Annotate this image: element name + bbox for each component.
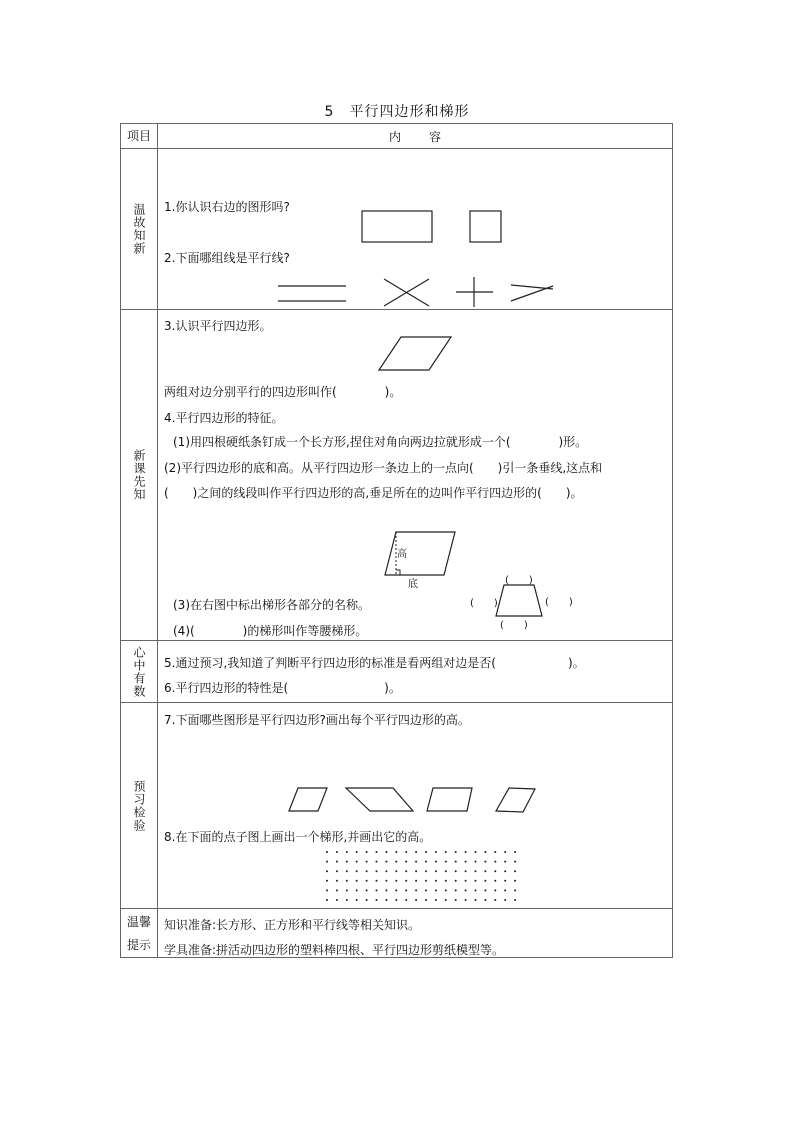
grid-dot: [475, 899, 477, 901]
shape-parallelogram-1: [289, 788, 327, 811]
trapezoid-right-blank: ( ): [545, 597, 573, 608]
grid-dot: [326, 870, 328, 872]
grid-dot: [326, 851, 328, 853]
grid-dot: [475, 889, 477, 891]
grid-dot: [385, 899, 387, 901]
grid-dot: [376, 861, 378, 863]
section-label-learn: 新课先知: [132, 449, 146, 501]
grid-dot: [494, 880, 496, 882]
grid-dot: [435, 880, 437, 882]
grid-dot: [504, 861, 506, 863]
grid-dot: [415, 899, 417, 901]
grid-dot: [336, 870, 338, 872]
grid-dot: [385, 880, 387, 882]
grid-dot: [336, 851, 338, 853]
grid-dot: [336, 880, 338, 882]
grid-dot: [425, 851, 427, 853]
grid-dot: [435, 870, 437, 872]
grid-dot: [405, 880, 407, 882]
grid-dot: [356, 861, 358, 863]
grid-dot: [504, 899, 506, 901]
dot-grid: [326, 851, 516, 901]
question-4-3: (3)在右图中标出梯形各部分的名称。: [173, 598, 370, 612]
grid-dot: [395, 851, 397, 853]
grid-dot: [484, 861, 486, 863]
question-4-2b: ( )之间的线段叫作平行四边形的高,垂足所在的边叫作平行四边形的( )。: [164, 486, 583, 500]
height-label: 高: [397, 549, 407, 560]
grid-dot: [504, 889, 506, 891]
grid-dot: [366, 899, 368, 901]
grid-dot: [475, 880, 477, 882]
question-4-1: (1)用四根硬纸条钉成一个长方形,捏住对角向两边拉就形成一个( )形。: [173, 435, 588, 449]
grid-dot: [455, 851, 457, 853]
grid-dot: [484, 880, 486, 882]
grid-dot: [415, 851, 417, 853]
grid-dot: [445, 889, 447, 891]
grid-dot: [376, 851, 378, 853]
grid-dot: [415, 889, 417, 891]
question-7: 7.下面哪些图形是平行四边形?画出每个平行四边形的高。: [164, 713, 470, 727]
question-1: 1.你认识右边的图形吗?: [164, 200, 290, 214]
grid-dot: [465, 880, 467, 882]
header-content: 内 容: [388, 129, 442, 144]
grid-dot: [415, 870, 417, 872]
grid-dot: [484, 870, 486, 872]
grid-dot: [376, 889, 378, 891]
grid-dot: [415, 861, 417, 863]
grid-dot: [395, 861, 397, 863]
grid-dot: [465, 889, 467, 891]
grid-dot: [445, 899, 447, 901]
grid-dot: [376, 880, 378, 882]
grid-dot: [465, 870, 467, 872]
question-8: 8.在下面的点子图上画出一个梯形,并画出它的高。: [164, 830, 432, 844]
grid-dot: [494, 899, 496, 901]
grid-dot: [445, 861, 447, 863]
grid-dot: [425, 889, 427, 891]
grid-dot: [455, 880, 457, 882]
question-2: 2.下面哪组线是平行线?: [164, 251, 290, 265]
grid-dot: [514, 880, 516, 882]
grid-dot: [385, 851, 387, 853]
trapezoid-left-blank: ( ): [470, 598, 498, 609]
grid-dot: [356, 889, 358, 891]
grid-dot: [514, 899, 516, 901]
grid-dot: [326, 880, 328, 882]
page-title: 5 平行四边形和梯形: [324, 104, 470, 120]
grid-dot: [455, 861, 457, 863]
grid-dot: [356, 880, 358, 882]
grid-dot: [445, 880, 447, 882]
grid-dot: [435, 861, 437, 863]
grid-dot: [385, 889, 387, 891]
grid-dot: [336, 899, 338, 901]
grid-dot: [425, 870, 427, 872]
grid-dot: [405, 861, 407, 863]
grid-dot: [336, 861, 338, 863]
trapezoid-bottom-blank: ( ): [500, 620, 528, 631]
check-figures: [121, 124, 674, 959]
grid-dot: [346, 889, 348, 891]
question-4-2a: (2)平行四边形的底和高。从平行四边形一条边上的一点向( )引一条垂线,这点和: [164, 461, 603, 475]
grid-dot: [484, 851, 486, 853]
grid-dot: [395, 899, 397, 901]
grid-dot: [405, 889, 407, 891]
grid-dot: [494, 851, 496, 853]
grid-dot: [494, 861, 496, 863]
grid-dot: [385, 861, 387, 863]
grid-dot: [346, 851, 348, 853]
grid-dot: [356, 899, 358, 901]
grid-dot: [326, 889, 328, 891]
grid-dot: [385, 870, 387, 872]
grid-dot: [356, 851, 358, 853]
question-5: 5.通过预习,我知道了判断平行四边形的标准是看两组对边是否( )。: [164, 656, 585, 670]
grid-dot: [435, 889, 437, 891]
grid-dot: [376, 899, 378, 901]
grid-dot: [475, 870, 477, 872]
grid-dot: [326, 899, 328, 901]
grid-dot: [366, 861, 368, 863]
grid-dot: [504, 870, 506, 872]
grid-dot: [356, 870, 358, 872]
shape-parallelogram-4: [496, 788, 535, 812]
grid-dot: [494, 889, 496, 891]
grid-dot: [475, 861, 477, 863]
grid-dot: [514, 889, 516, 891]
grid-dot: [455, 870, 457, 872]
trapezoid-top-blank: ( ): [505, 575, 533, 586]
section-label-tips: 温馨 提示: [126, 915, 151, 952]
grid-dot: [346, 861, 348, 863]
grid-dot: [425, 861, 427, 863]
grid-dot: [415, 880, 417, 882]
grid-dot: [494, 870, 496, 872]
grid-dot: [395, 870, 397, 872]
shape-quadrilateral-3: [427, 788, 472, 811]
grid-dot: [475, 851, 477, 853]
shape-parallelogram-2: [346, 788, 413, 811]
grid-dot: [425, 899, 427, 901]
section-label-mind: 心中有数: [132, 645, 146, 698]
grid-dot: [435, 851, 437, 853]
grid-dot: [514, 851, 516, 853]
question-3: 3.认识平行四边形。: [164, 319, 272, 333]
question-4: 4.平行四边形的特征。: [164, 411, 284, 425]
grid-dot: [514, 861, 516, 863]
base-label: 底: [408, 579, 418, 590]
section-label-review: 温故知新: [132, 203, 146, 255]
grid-dot: [395, 889, 397, 891]
grid-dot: [326, 861, 328, 863]
question-3-definition: 两组对边分别平行的四边形叫作( )。: [164, 385, 402, 399]
section-label-check: 预习检验: [132, 779, 146, 832]
tip-1: 知识准备:长方形、正方形和平行线等相关知识。: [164, 918, 421, 932]
grid-dot: [465, 899, 467, 901]
tip-2: 学具准备:拼活动四边形的塑料棒四根、平行四边形剪纸模型等。: [164, 943, 505, 957]
grid-dot: [366, 889, 368, 891]
grid-dot: [405, 899, 407, 901]
grid-dot: [425, 880, 427, 882]
header-item: 项目: [126, 128, 151, 143]
grid-dot: [484, 889, 486, 891]
grid-dot: [504, 851, 506, 853]
grid-dot: [405, 870, 407, 872]
grid-dot: [514, 870, 516, 872]
grid-dot: [346, 899, 348, 901]
grid-dot: [346, 870, 348, 872]
grid-dot: [455, 899, 457, 901]
grid-dot: [465, 851, 467, 853]
grid-dot: [376, 870, 378, 872]
question-4-4: (4)( )的梯形叫作等腰梯形。: [173, 624, 368, 638]
grid-dot: [405, 851, 407, 853]
grid-dot: [395, 880, 397, 882]
grid-dot: [435, 899, 437, 901]
grid-dot: [504, 880, 506, 882]
grid-dot: [336, 889, 338, 891]
grid-dot: [366, 851, 368, 853]
grid-dot: [465, 861, 467, 863]
grid-dot: [366, 870, 368, 872]
worksheet-table: [120, 123, 673, 958]
grid-dot: [484, 899, 486, 901]
grid-dot: [366, 880, 368, 882]
grid-dot: [445, 870, 447, 872]
grid-dot: [346, 880, 348, 882]
grid-dot: [445, 851, 447, 853]
question-6: 6.平行四边形的特性是( )。: [164, 681, 401, 695]
grid-dot: [455, 889, 457, 891]
